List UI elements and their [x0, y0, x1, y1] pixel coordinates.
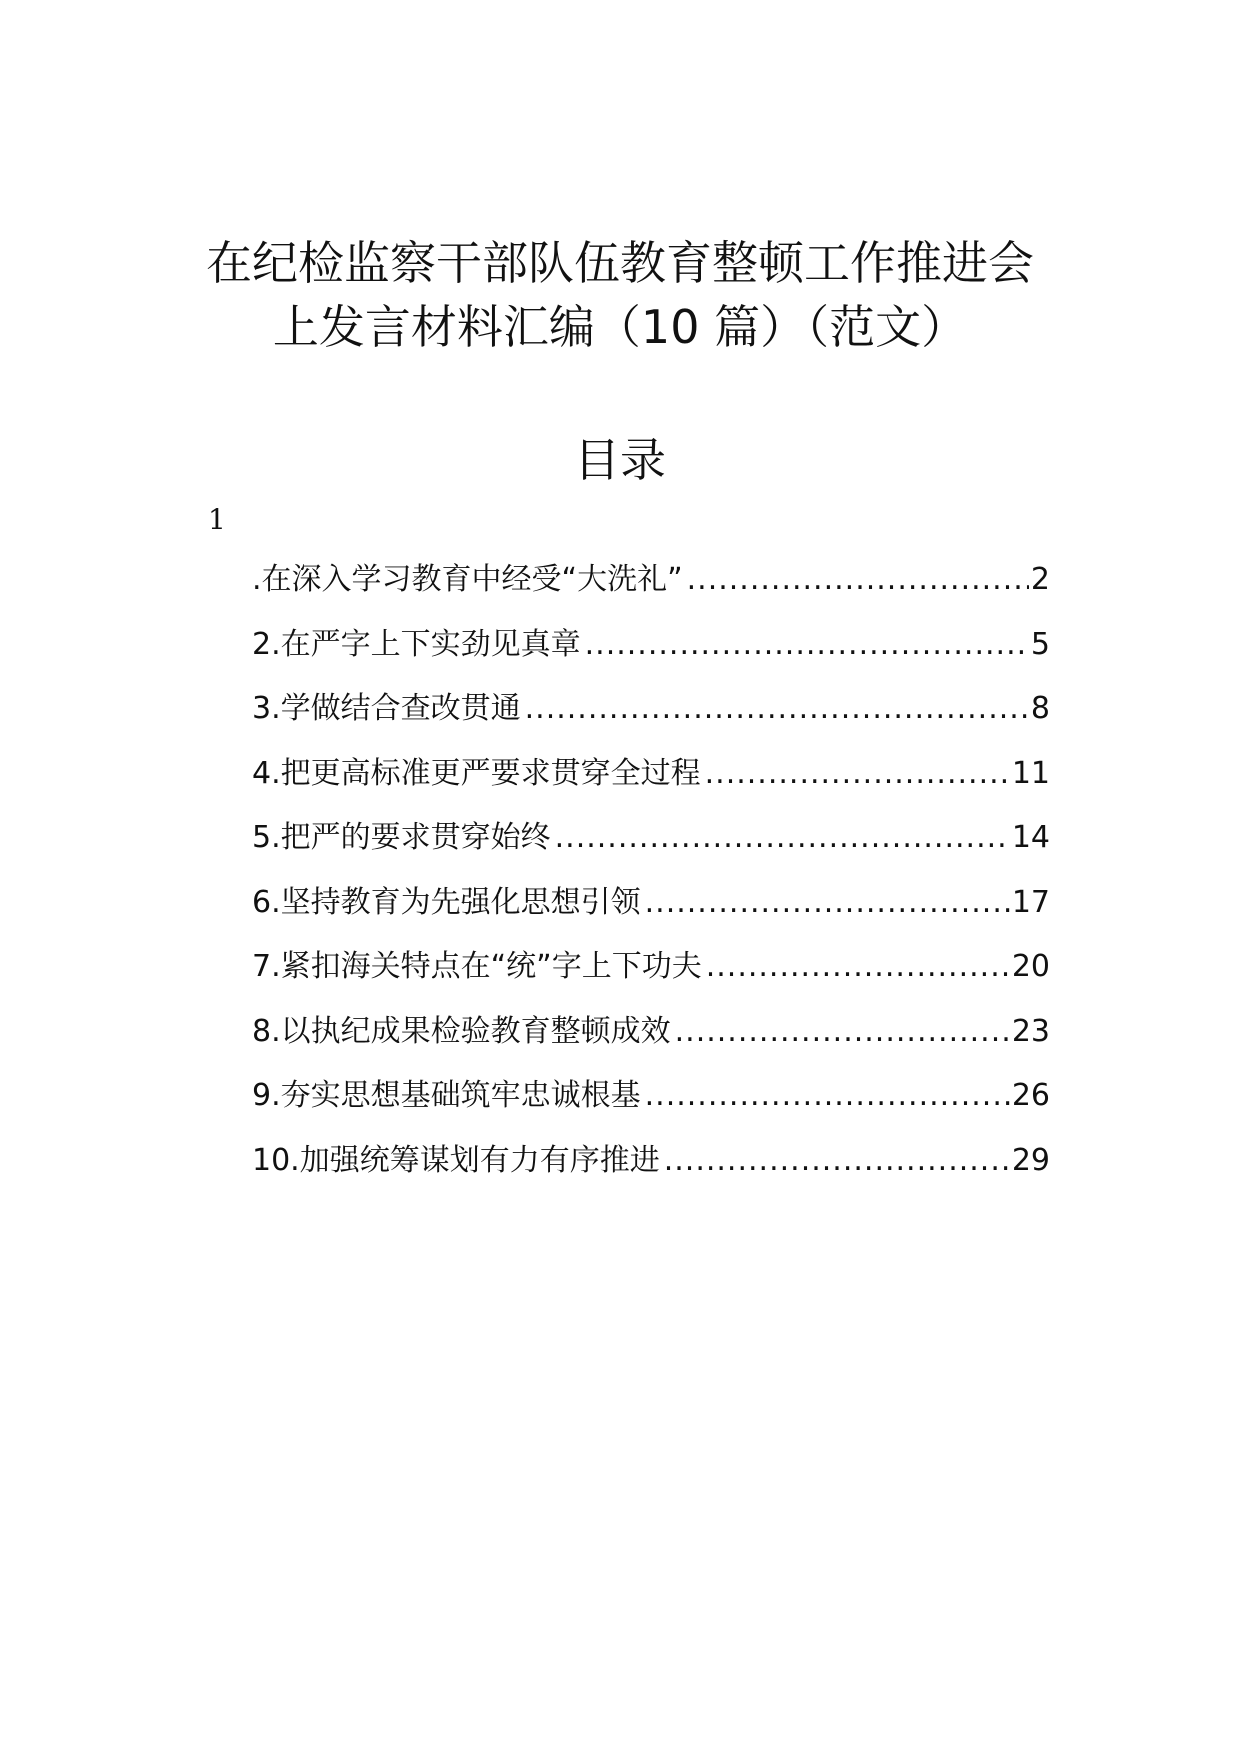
toc-leader-dots [555, 818, 1010, 858]
toc-entry [252, 754, 1050, 819]
stray-number: 1 [208, 503, 226, 536]
toc-entry-title: 8.以执纪成果检验教育整顿成效 [252, 1013, 671, 1049]
toc-entry [252, 1012, 1050, 1077]
toc-leader-dots [525, 689, 1029, 729]
toc-page-number: 29 [1011, 1142, 1050, 1178]
toc-page-number: 2 [1030, 562, 1050, 597]
toc-entry [252, 1141, 1050, 1206]
toc-entry [252, 689, 1050, 754]
toc-entry-title: 4.把更高标准更严要求贯穿全过程 [252, 755, 701, 791]
toc-page-number: 14 [1011, 820, 1050, 855]
toc-leader-dots [645, 1076, 1010, 1116]
toc-page-number: 17 [1011, 884, 1050, 920]
toc-leader-dots [687, 560, 1029, 600]
toc-entry [252, 947, 1050, 1012]
toc-entry-title: 6.坚持教育为先强化思想引领 [252, 884, 641, 920]
toc-page-number: 8 [1030, 691, 1050, 726]
toc-page-number: 23 [1011, 1013, 1050, 1049]
document-title-line-1: 在纪检监察干部队伍教育整顿工作推进会 [206, 236, 1034, 290]
table-of-contents-heading: 目录 [574, 433, 666, 487]
toc-entry [252, 883, 1050, 948]
toc-entry-title: .在深入学习教育中经受“大洗礼” [252, 562, 683, 597]
toc-leader-dots [664, 1141, 1010, 1181]
toc-entry-title: 7.紧扣海关特点在“统”字上下功夫 [252, 949, 702, 984]
toc-entry [252, 560, 1050, 625]
toc-page-number: 5 [1030, 626, 1050, 662]
toc-entry-title: 9.夯实思想基础筑牢忠诚根基 [252, 1078, 641, 1113]
toc-entry-title: 2.在严字上下实劲见真章 [252, 626, 581, 662]
toc-entry [252, 1076, 1050, 1141]
toc-entry [252, 818, 1050, 883]
table-of-contents-list [252, 560, 1050, 1205]
toc-leader-dots [645, 883, 1010, 923]
toc-page-number: 11 [1011, 755, 1050, 791]
document-title-line-2: 上发言材料汇编（10 篇）（范文） [272, 300, 968, 354]
toc-entry-title: 5.把严的要求贯穿始终 [252, 820, 551, 855]
toc-page-number: 26 [1011, 1078, 1050, 1113]
toc-entry [252, 625, 1050, 690]
toc-leader-dots [585, 625, 1029, 665]
toc-entry-title: 10.加强统筹谋划有力有序推进 [252, 1142, 660, 1178]
toc-leader-dots [706, 947, 1010, 987]
toc-leader-dots [705, 754, 1010, 794]
toc-entry-title: 3.学做结合查改贯通 [252, 691, 521, 726]
toc-leader-dots [675, 1012, 1010, 1052]
toc-page-number: 20 [1011, 949, 1050, 984]
